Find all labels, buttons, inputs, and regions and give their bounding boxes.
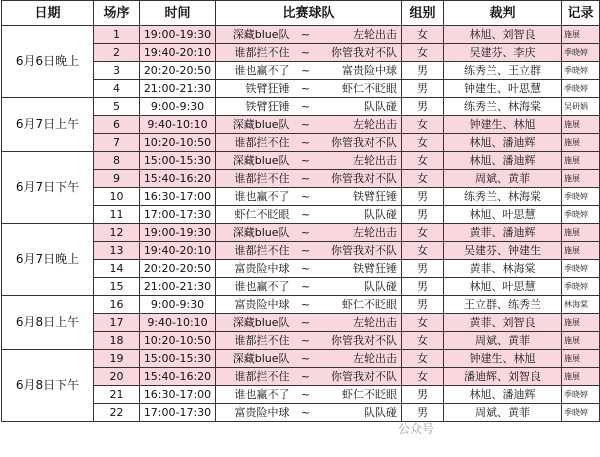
team1-cell: 富贵险中球 xyxy=(216,260,294,278)
referee-cell: 潘迪辉、刘智良 xyxy=(444,368,562,386)
table-row xyxy=(2,98,600,116)
time-cell: 19:00-19:30 xyxy=(140,26,216,44)
group-cell: 男 xyxy=(402,62,444,80)
seq-cell: 2 xyxy=(94,44,140,62)
group-cell: 男 xyxy=(402,404,444,422)
referee-cell: 王立群、练秀兰 xyxy=(444,296,562,314)
team2-cell: 队队碰 xyxy=(318,404,402,422)
seq-cell: 16 xyxy=(94,296,140,314)
record-cell: 施展 xyxy=(562,368,600,386)
vs-cell: ~ xyxy=(294,98,318,116)
team2-cell: 你管我对不队 xyxy=(318,44,402,62)
record-cell: 施展 xyxy=(562,314,600,332)
referee-cell: 吴建芬、李庆 xyxy=(444,44,562,62)
seq-cell: 10 xyxy=(94,188,140,206)
seq-cell: 21 xyxy=(94,386,140,404)
seq-cell: 5 xyxy=(94,98,140,116)
vs-cell: ~ xyxy=(294,116,318,134)
record-cell: 施展 xyxy=(562,224,600,242)
team1-cell: 富贵险中球 xyxy=(216,296,294,314)
team1-cell: 谁都拦不住 xyxy=(216,170,294,188)
group-cell: 女 xyxy=(402,116,444,134)
time-cell: 15:00-15:30 xyxy=(140,350,216,368)
date-cell: 6月7日上午 xyxy=(2,98,94,152)
vs-cell: ~ xyxy=(294,134,318,152)
time-cell: 19:00-19:30 xyxy=(140,224,216,242)
seq-cell: 3 xyxy=(94,62,140,80)
schedule-table xyxy=(1,0,600,422)
vs-cell: ~ xyxy=(294,170,318,188)
group-cell: 女 xyxy=(402,332,444,350)
record-cell: 季晓婷 xyxy=(562,206,600,224)
date-cell: 6月8日上午 xyxy=(2,296,94,350)
seq-cell: 7 xyxy=(94,134,140,152)
seq-cell: 15 xyxy=(94,278,140,296)
team2-cell: 你管我对不队 xyxy=(318,134,402,152)
referee-cell: 黄菲、林海棠 xyxy=(444,260,562,278)
record-cell: 季晓婷 xyxy=(562,386,600,404)
vs-cell: ~ xyxy=(294,296,318,314)
time-cell: 21:00-21:30 xyxy=(140,80,216,98)
team2-cell: 左轮出击 xyxy=(318,350,402,368)
vs-cell: ~ xyxy=(294,26,318,44)
team2-cell: 左轮出击 xyxy=(318,224,402,242)
referee-cell: 练秀兰、林海棠 xyxy=(444,188,562,206)
time-cell: 9:40-10:10 xyxy=(140,116,216,134)
time-cell: 9:00-9:30 xyxy=(140,296,216,314)
record-cell: 林海棠 xyxy=(562,296,600,314)
record-cell: 施展 xyxy=(562,332,600,350)
seq-cell: 22 xyxy=(94,404,140,422)
vs-cell: ~ xyxy=(294,188,318,206)
vs-cell: ~ xyxy=(294,80,318,98)
time-cell: 16:30-17:00 xyxy=(140,386,216,404)
referee-cell: 周斌、黄菲 xyxy=(444,332,562,350)
seq-cell: 4 xyxy=(94,80,140,98)
team2-cell: 左轮出击 xyxy=(318,152,402,170)
team1-cell: 深藏blue队 xyxy=(216,224,294,242)
team1-cell: 深藏blue队 xyxy=(216,26,294,44)
vs-cell: ~ xyxy=(294,206,318,224)
vs-cell: ~ xyxy=(294,350,318,368)
group-cell: 女 xyxy=(402,350,444,368)
record-cell: 吴研娟 xyxy=(562,98,600,116)
group-cell: 女 xyxy=(402,224,444,242)
team2-cell: 你管我对不队 xyxy=(318,368,402,386)
record-cell: 季晓婷 xyxy=(562,188,600,206)
seq-cell: 20 xyxy=(94,368,140,386)
referee-cell: 练秀兰、林海棠 xyxy=(444,98,562,116)
team1-cell: 谁都拦不住 xyxy=(216,134,294,152)
team2-cell: 虾仁不眨眼 xyxy=(318,386,402,404)
group-cell: 女 xyxy=(402,314,444,332)
record-cell: 施展 xyxy=(562,242,600,260)
group-cell: 男 xyxy=(402,98,444,116)
group-cell: 女 xyxy=(402,44,444,62)
seq-cell: 8 xyxy=(94,152,140,170)
header-row xyxy=(2,1,600,26)
group-cell: 女 xyxy=(402,26,444,44)
date-cell: 6月8日下午 xyxy=(2,350,94,422)
record-cell: 施展 xyxy=(562,26,600,44)
team1-cell: 深藏blue队 xyxy=(216,350,294,368)
record-cell: 施展 xyxy=(562,350,600,368)
seq-cell: 12 xyxy=(94,224,140,242)
group-cell: 男 xyxy=(402,278,444,296)
team2-cell: 你管我对不队 xyxy=(318,242,402,260)
group-cell: 女 xyxy=(402,170,444,188)
team1-cell: 虾仁不眨眼 xyxy=(216,206,294,224)
time-cell: 17:00-17:30 xyxy=(140,206,216,224)
team2-cell: 队队碰 xyxy=(318,278,402,296)
record-cell: 季晓婷 xyxy=(562,62,600,80)
watermark: 公众号 xyxy=(398,422,435,436)
time-cell: 19:40-20:10 xyxy=(140,242,216,260)
record-cell: 施展 xyxy=(562,116,600,134)
date-cell: 6月7日晚上 xyxy=(2,224,94,296)
seq-cell: 9 xyxy=(94,170,140,188)
team2-cell: 左轮出击 xyxy=(318,26,402,44)
team1-cell: 谁都拦不住 xyxy=(216,44,294,62)
team1-cell: 富贵险中球 xyxy=(216,404,294,422)
vs-cell: ~ xyxy=(294,404,318,422)
time-cell: 9:40-10:10 xyxy=(140,314,216,332)
referee-cell: 周斌、黄菲 xyxy=(444,170,562,188)
team1-cell: 谁也赢不了 xyxy=(216,278,294,296)
time-cell: 20:20-20:50 xyxy=(140,260,216,278)
team1-cell: 谁都拦不住 xyxy=(216,242,294,260)
group-cell: 男 xyxy=(402,296,444,314)
vs-cell: ~ xyxy=(294,152,318,170)
team1-cell: 谁都拦不住 xyxy=(216,368,294,386)
team1-cell: 谁都拦不住 xyxy=(216,332,294,350)
seq-cell: 13 xyxy=(94,242,140,260)
group-cell: 女 xyxy=(402,242,444,260)
date-cell: 6月7日下午 xyxy=(2,152,94,224)
time-cell: 9:00-9:30 xyxy=(140,98,216,116)
table-row xyxy=(2,296,600,314)
vs-cell: ~ xyxy=(294,260,318,278)
referee-cell: 钟建生、叶思慧 xyxy=(444,80,562,98)
referee-cell: 练秀兰、王立群 xyxy=(444,62,562,80)
header-date: 日期 xyxy=(2,1,94,26)
time-cell: 16:30-17:00 xyxy=(140,188,216,206)
referee-cell: 林旭、潘迪辉 xyxy=(444,134,562,152)
referee-cell: 周斌、黄菲 xyxy=(444,404,562,422)
seq-cell: 6 xyxy=(94,116,140,134)
time-cell: 15:40-16:20 xyxy=(140,170,216,188)
time-cell: 15:40-16:20 xyxy=(140,368,216,386)
team2-cell: 左轮出击 xyxy=(318,116,402,134)
record-cell: 施展 xyxy=(562,152,600,170)
team1-cell: 深藏blue队 xyxy=(216,314,294,332)
header-referee: 裁判 xyxy=(444,1,562,26)
header-teams: 比赛球队 xyxy=(216,1,402,26)
header-seq: 场序 xyxy=(94,1,140,26)
team2-cell: 你管我对不队 xyxy=(318,332,402,350)
team2-cell: 左轮出击 xyxy=(318,314,402,332)
seq-cell: 14 xyxy=(94,260,140,278)
team2-cell: 富贵险中球 xyxy=(318,62,402,80)
vs-cell: ~ xyxy=(294,278,318,296)
referee-cell: 林旭、潘迪辉 xyxy=(444,386,562,404)
time-cell: 10:20-10:50 xyxy=(140,134,216,152)
vs-cell: ~ xyxy=(294,224,318,242)
team2-cell: 虾仁不眨眼 xyxy=(318,80,402,98)
team1-cell: 铁臂狂锤 xyxy=(216,80,294,98)
vs-cell: ~ xyxy=(294,314,318,332)
group-cell: 男 xyxy=(402,386,444,404)
time-cell: 17:00-17:30 xyxy=(140,404,216,422)
team1-cell: 深藏blue队 xyxy=(216,152,294,170)
team2-cell: 队队碰 xyxy=(318,206,402,224)
date-cell: 6月6日晚上 xyxy=(2,26,94,98)
team1-cell: 铁臂狂锤 xyxy=(216,98,294,116)
record-cell: 季晓婷 xyxy=(562,404,600,422)
table-row xyxy=(2,26,600,44)
team2-cell: 铁臂狂锤 xyxy=(318,188,402,206)
time-cell: 21:00-21:30 xyxy=(140,278,216,296)
seq-cell: 17 xyxy=(94,314,140,332)
header-time: 时间 xyxy=(140,1,216,26)
team1-cell: 谁也赢不了 xyxy=(216,188,294,206)
team1-cell: 深藏blue队 xyxy=(216,116,294,134)
referee-cell: 林旭、叶思慧 xyxy=(444,278,562,296)
team2-cell: 铁臂狂锤 xyxy=(318,260,402,278)
referee-cell: 黄菲、刘智良 xyxy=(444,314,562,332)
vs-cell: ~ xyxy=(294,242,318,260)
vs-cell: ~ xyxy=(294,386,318,404)
seq-cell: 11 xyxy=(94,206,140,224)
header-group: 组别 xyxy=(402,1,444,26)
time-cell: 20:20-20:50 xyxy=(140,62,216,80)
vs-cell: ~ xyxy=(294,62,318,80)
seq-cell: 19 xyxy=(94,350,140,368)
vs-cell: ~ xyxy=(294,332,318,350)
table-row xyxy=(2,152,600,170)
table-row xyxy=(2,224,600,242)
referee-cell: 林旭、刘智良 xyxy=(444,26,562,44)
time-cell: 15:00-15:30 xyxy=(140,152,216,170)
record-cell: 季晓婷 xyxy=(562,80,600,98)
referee-cell: 林旭、潘迪辉 xyxy=(444,152,562,170)
group-cell: 女 xyxy=(402,368,444,386)
group-cell: 男 xyxy=(402,260,444,278)
referee-cell: 吴建芬、钟建生 xyxy=(444,242,562,260)
team2-cell: 虾仁不眨眼 xyxy=(318,296,402,314)
referee-cell: 黄菲、潘迪辉 xyxy=(444,224,562,242)
seq-cell: 18 xyxy=(94,332,140,350)
group-cell: 男 xyxy=(402,188,444,206)
record-cell: 施展 xyxy=(562,134,600,152)
vs-cell: ~ xyxy=(294,368,318,386)
header-record: 记录 xyxy=(562,1,600,26)
record-cell: 季晓婷 xyxy=(562,44,600,62)
referee-cell: 林旭、叶思慧 xyxy=(444,206,562,224)
group-cell: 女 xyxy=(402,134,444,152)
seq-cell: 1 xyxy=(94,26,140,44)
vs-cell: ~ xyxy=(294,44,318,62)
table-row xyxy=(2,350,600,368)
team1-cell: 谁也赢不了 xyxy=(216,62,294,80)
record-cell: 季晓婷 xyxy=(562,278,600,296)
team1-cell: 谁也赢不了 xyxy=(216,386,294,404)
team2-cell: 队队碰 xyxy=(318,98,402,116)
group-cell: 男 xyxy=(402,206,444,224)
record-cell: 季晓婷 xyxy=(562,260,600,278)
referee-cell: 钟建生、林旭 xyxy=(444,116,562,134)
referee-cell: 钟建生、林旭 xyxy=(444,350,562,368)
team2-cell: 你管我对不队 xyxy=(318,170,402,188)
group-cell: 男 xyxy=(402,80,444,98)
record-cell: 施展 xyxy=(562,170,600,188)
schedule-body xyxy=(2,26,600,422)
time-cell: 19:40-20:10 xyxy=(140,44,216,62)
time-cell: 10:20-10:50 xyxy=(140,332,216,350)
group-cell: 女 xyxy=(402,152,444,170)
